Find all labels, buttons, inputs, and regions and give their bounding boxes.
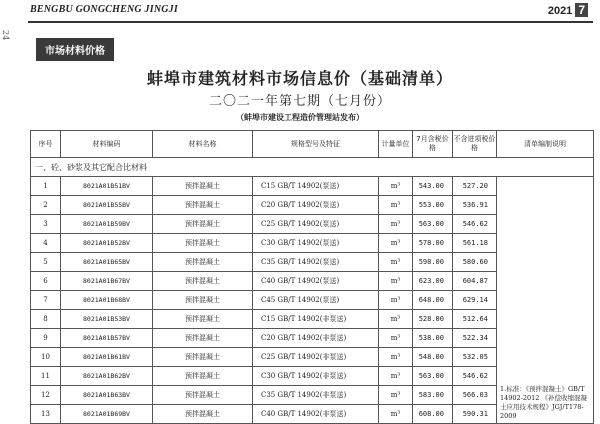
- cell-unit: m³: [379, 329, 413, 348]
- cell-spec: C45 GB/T 14902(泵送): [253, 291, 379, 310]
- header-rule: [28, 21, 593, 23]
- cell-spec: C40 GB/T 14902(非泵送): [253, 405, 379, 424]
- header-unit: 计量单位: [379, 131, 413, 158]
- cell-price: 563.00: [413, 215, 453, 234]
- cell-code: 8021A01B52BV: [61, 234, 153, 253]
- magazine-name: BENGBU GONGCHENG JINGJI: [30, 4, 178, 15]
- cell-name: 预拌混凝土: [153, 196, 253, 215]
- header-code: 材料编码: [61, 131, 153, 158]
- cell-code: 8021A01B53BV: [61, 310, 153, 329]
- cell-code: 8021A01B61BV: [61, 348, 153, 367]
- cell-no-tax: 580.60: [453, 253, 497, 272]
- issue-year: 2021: [547, 5, 573, 17]
- cell-name: 预拌混凝土: [153, 310, 253, 329]
- cell-unit: m³: [379, 215, 413, 234]
- cell-name: 预拌混凝土: [153, 329, 253, 348]
- cell-spec: C15 GB/T 14902(非泵送): [253, 310, 379, 329]
- cell-price: 608.00: [413, 405, 453, 424]
- category-row: [31, 158, 594, 177]
- header-no-tax: 不含进项税价格: [453, 131, 497, 158]
- cell-price: 548.00: [413, 348, 453, 367]
- cell-seq: 6: [31, 272, 61, 291]
- cell-no-tax: 522.34: [453, 329, 497, 348]
- cell-no-tax: 536.91: [453, 196, 497, 215]
- cell-seq: 3: [31, 215, 61, 234]
- cell-name: 预拌混凝土: [153, 405, 253, 424]
- cell-spec: C30 GB/T 14902(非泵送): [253, 367, 379, 386]
- cell-unit: m³: [379, 177, 413, 196]
- cell-no-tax: 527.20: [453, 177, 497, 196]
- cell-code: 8021A01B59BV: [61, 215, 153, 234]
- cell-seq: 2: [31, 196, 61, 215]
- cell-price: 583.00: [413, 386, 453, 405]
- cell-no-tax: 566.03: [453, 386, 497, 405]
- cell-code: 8021A01B57BV: [61, 329, 153, 348]
- cell-name: 预拌混凝土: [153, 291, 253, 310]
- category-label: 一、砼、砂浆及其它配合比材料: [31, 158, 594, 177]
- cell-seq: 10: [31, 348, 61, 367]
- page-header: [0, 0, 600, 22]
- cell-code: 8021A01B65BV: [61, 253, 153, 272]
- cell-name: 预拌混凝土: [153, 348, 253, 367]
- cell-name: 预拌混凝土: [153, 272, 253, 291]
- cell-no-tax: 590.31: [453, 405, 497, 424]
- cell-seq: 4: [31, 234, 61, 253]
- price-table: [30, 130, 594, 424]
- cell-no-tax: 546.62: [453, 215, 497, 234]
- header-seq: 序号: [31, 131, 61, 158]
- cell-seq: 5: [31, 253, 61, 272]
- cell-price: 623.00: [413, 272, 453, 291]
- header-notes: 清单编制说明: [497, 131, 594, 158]
- section-label: 市场材料价格: [36, 38, 114, 61]
- cell-name: 预拌混凝土: [153, 177, 253, 196]
- cell-spec: C20 GB/T 14902(泵送): [253, 196, 379, 215]
- cell-code: 8021A01B69BV: [61, 405, 153, 424]
- table-header-row: [31, 131, 594, 158]
- cell-price: 648.00: [413, 291, 453, 310]
- cell-seq: 1: [31, 177, 61, 196]
- cell-code: 8021A01B55BV: [61, 196, 153, 215]
- cell-code: 8021A01B51BV: [61, 177, 153, 196]
- cell-unit: m³: [379, 405, 413, 424]
- cell-spec: C35 GB/T 14902(非泵送): [253, 386, 379, 405]
- cell-price: 538.00: [413, 329, 453, 348]
- cell-unit: m³: [379, 367, 413, 386]
- cell-unit: m³: [379, 196, 413, 215]
- cell-seq: 8: [31, 310, 61, 329]
- cell-no-tax: 532.05: [453, 348, 497, 367]
- cell-price: 598.00: [413, 253, 453, 272]
- cell-seq: 9: [31, 329, 61, 348]
- cell-name: 预拌混凝土: [153, 234, 253, 253]
- cell-no-tax: 512.64: [453, 310, 497, 329]
- issue-number-box: 7: [575, 3, 588, 17]
- table-row: [31, 177, 594, 196]
- cell-seq: 11: [31, 367, 61, 386]
- cell-no-tax: 629.14: [453, 291, 497, 310]
- cell-code: 8021A01B62BV: [61, 367, 153, 386]
- cell-spec: C25 GB/T 14902(非泵送): [253, 348, 379, 367]
- cell-spec: C15 GB/T 14902(泵送): [253, 177, 379, 196]
- cell-unit: m³: [379, 291, 413, 310]
- cell-name: 预拌混凝土: [153, 367, 253, 386]
- cell-spec: C20 GB/T 14902(非泵送): [253, 329, 379, 348]
- cell-spec: C35 GB/T 14902(泵送): [253, 253, 379, 272]
- cell-price: 543.00: [413, 177, 453, 196]
- cell-code: 8021A01B67BV: [61, 272, 153, 291]
- cell-spec: C25 GB/T 14902(泵送): [253, 215, 379, 234]
- header-name: 材料名称: [153, 131, 253, 158]
- cell-name: 预拌混凝土: [153, 253, 253, 272]
- cell-no-tax: 561.18: [453, 234, 497, 253]
- cell-unit: m³: [379, 272, 413, 291]
- cell-code: 8021A01B68BV: [61, 291, 153, 310]
- cell-spec: C40 GB/T 14902(泵送): [253, 272, 379, 291]
- cell-price: 563.00: [413, 367, 453, 386]
- cell-no-tax: 604.87: [453, 272, 497, 291]
- cell-unit: m³: [379, 386, 413, 405]
- cell-price: 528.00: [413, 310, 453, 329]
- cell-name: 预拌混凝土: [153, 386, 253, 405]
- cell-unit: m³: [379, 253, 413, 272]
- cell-name: 预拌混凝土: [153, 215, 253, 234]
- publisher-note: （蚌埠市建设工程造价管理站发布）: [236, 112, 364, 122]
- cell-spec: C30 GB/T 14902(泵送): [253, 234, 379, 253]
- cell-seq: 12: [31, 386, 61, 405]
- page-title: 蚌埠市建筑材料市场信息价（基础清单）: [146, 69, 453, 88]
- cell-notes: 1.标准：《预拌混凝土》GB/T 14902-2012 《补偿收缩混凝土应用技术规程》JGJ/T178-2009: [497, 177, 594, 424]
- cell-unit: m³: [379, 234, 413, 253]
- cell-seq: 13: [31, 405, 61, 424]
- cell-code: 8021A01B63BV: [61, 386, 153, 405]
- header-spec: 规格型号及特征: [253, 131, 379, 158]
- page-subtitle: 二〇二一年第七期（七月份）: [208, 94, 391, 109]
- page-number: 24: [1, 30, 10, 41]
- cell-unit: m³: [379, 348, 413, 367]
- cell-no-tax: 546.62: [453, 367, 497, 386]
- cell-seq: 7: [31, 291, 61, 310]
- cell-unit: m³: [379, 310, 413, 329]
- header-price: 7月含税价格: [413, 131, 453, 158]
- issue-indicator: [548, 3, 588, 17]
- cell-price: 578.00: [413, 234, 453, 253]
- cell-price: 553.00: [413, 196, 453, 215]
